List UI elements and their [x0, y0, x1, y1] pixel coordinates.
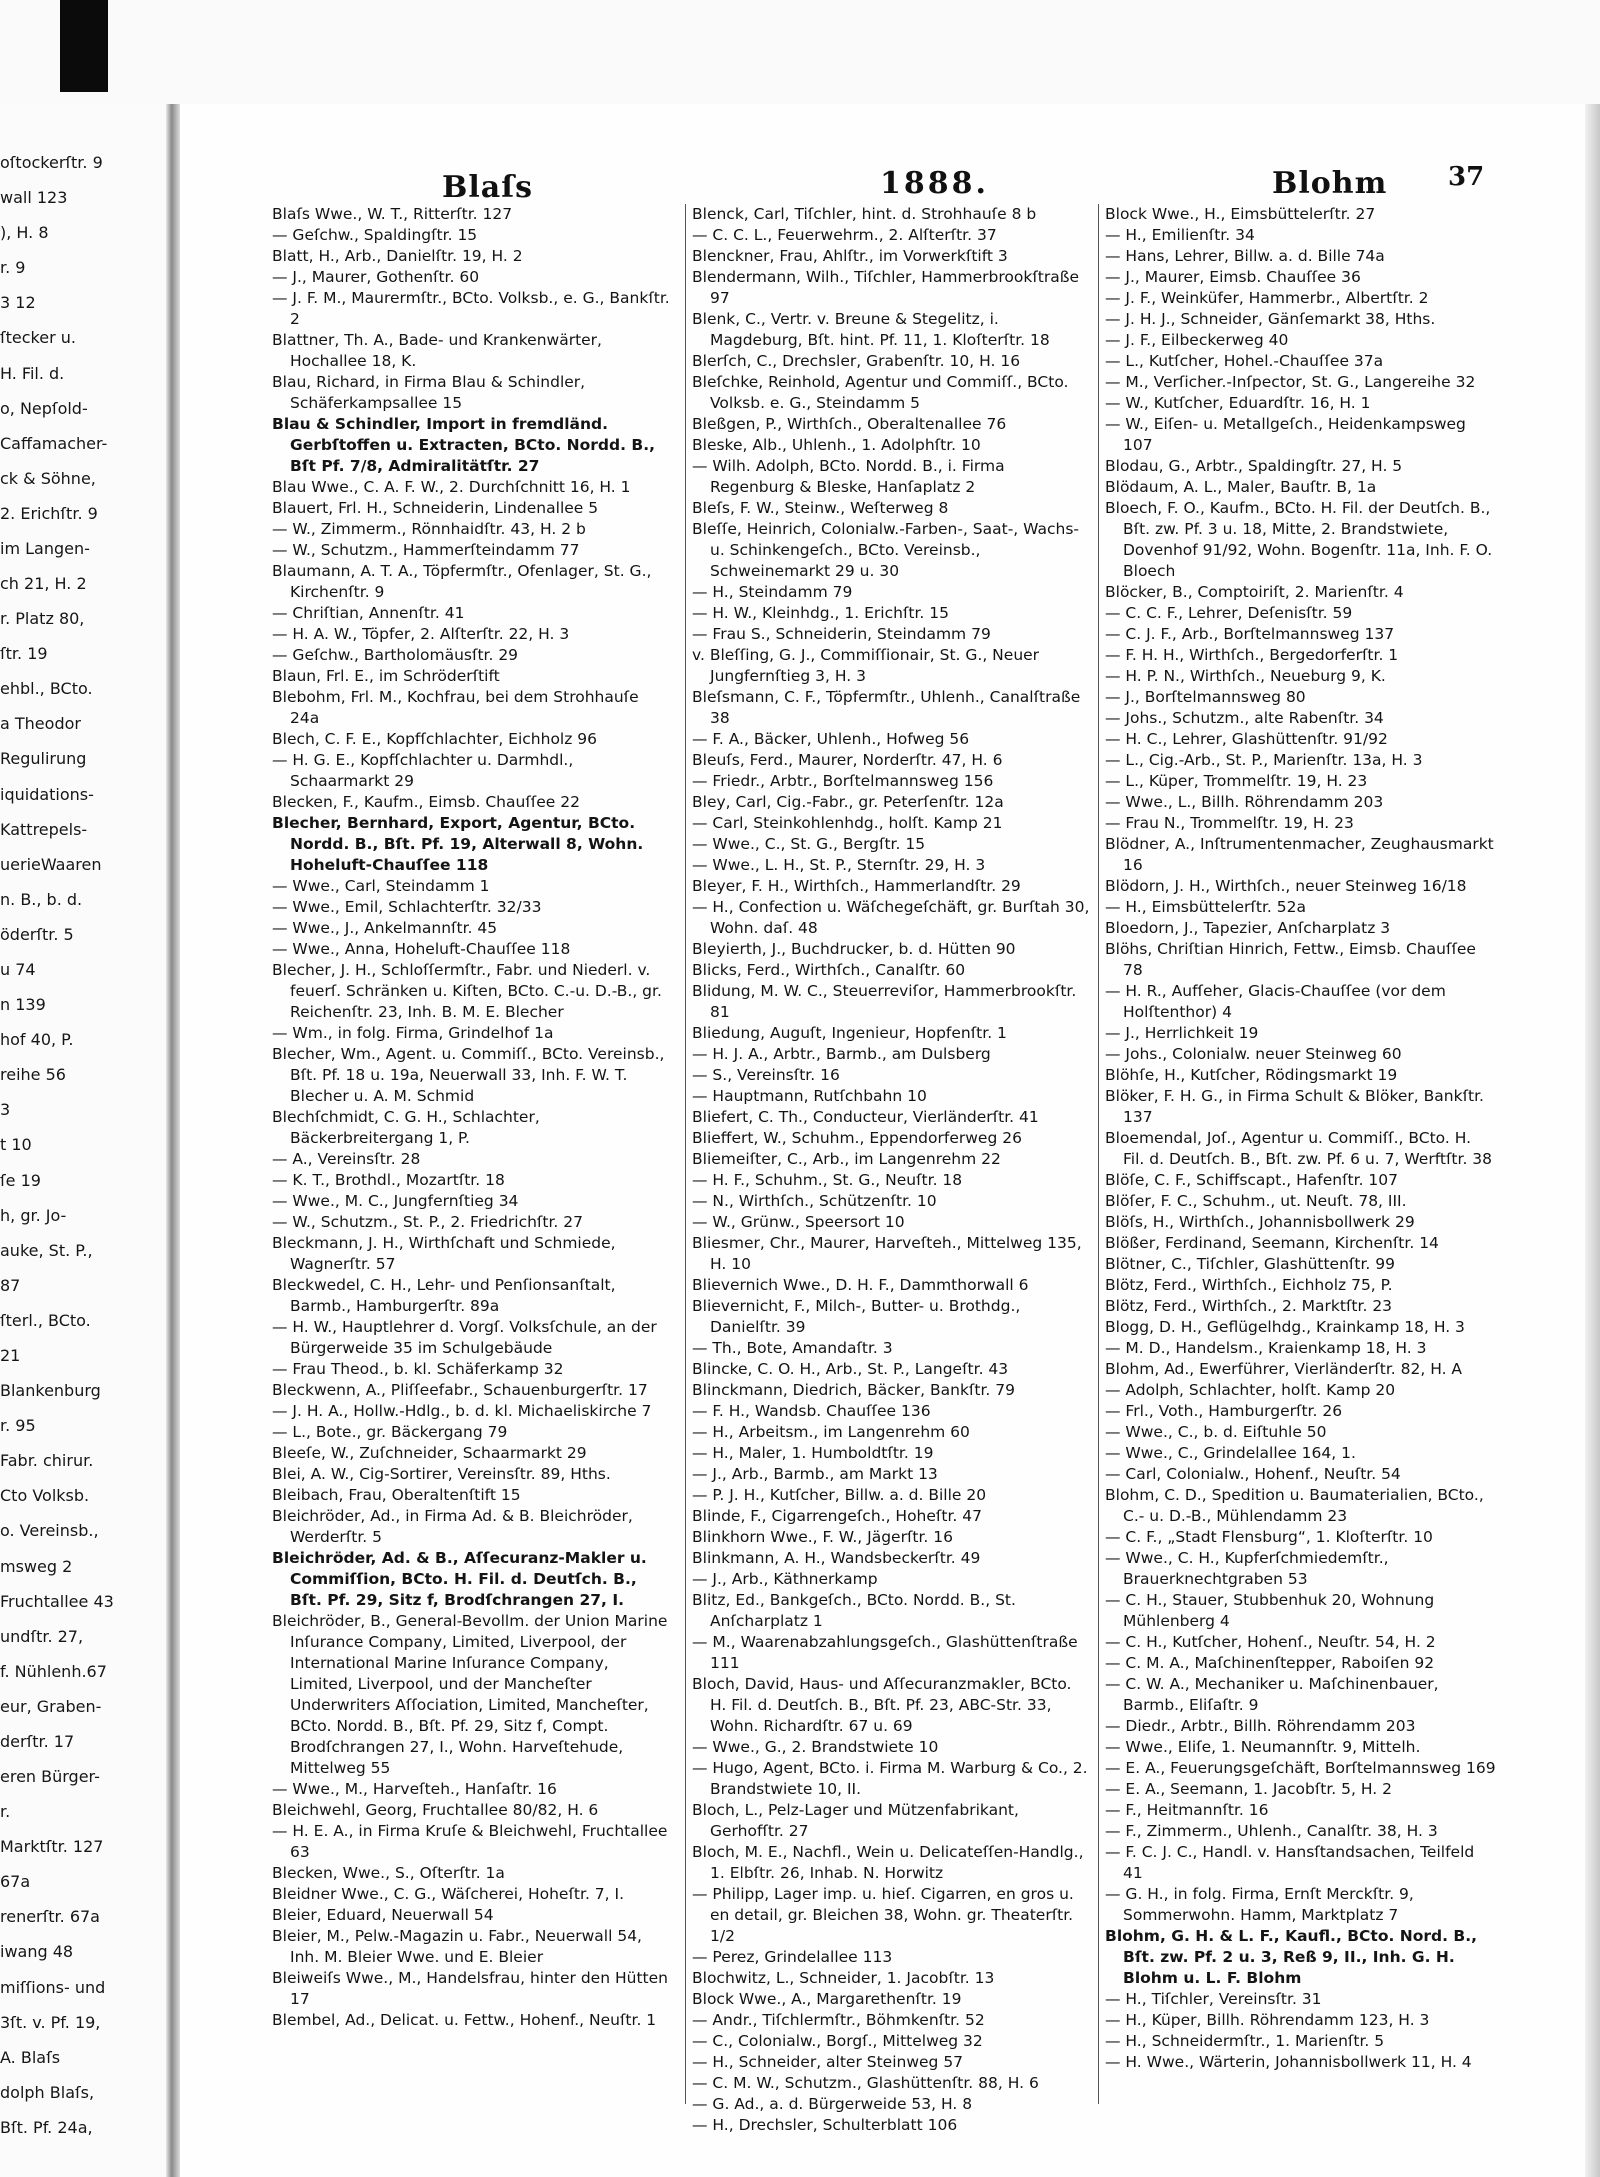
- directory-entry: — Wwe., Anna, Hoheluft-Chauſſee 118: [272, 940, 571, 958]
- directory-entry: — H., Maler, 1. Humboldtſtr. 19: [692, 1444, 934, 1462]
- left-page-text-fragment: H. Fil. d.: [0, 364, 65, 383]
- directory-entry: Bleyer, F. H., Wirthſch., Hammerlandſtr. 29: [692, 877, 1021, 895]
- left-page-text-fragment: Caffamacher-: [0, 434, 108, 453]
- directory-entry: — Wwe., L. H., St. P., Sternſtr. 29, H. 3: [692, 856, 986, 874]
- directory-entry: — Frau S., Schneiderin, Steindamm 79: [692, 625, 991, 643]
- left-page-text-fragment: dolph Blaſs,: [0, 2083, 95, 2102]
- directory-entry: — Wwe., J., Ankelmannſtr. 45: [272, 919, 498, 937]
- directory-entry: — F. C. J. C., Handl. v. Hansſtandsachen, Teilfeld 41: [1105, 1843, 1475, 1882]
- directory-entry: — C. H., Kutſcher, Hohenſ., Neuſtr. 54, H. 2: [1105, 1633, 1436, 1651]
- left-page-text-fragment: Kattrepels-: [0, 820, 88, 839]
- left-page-text-fragment: Fabr. chirur.: [0, 1451, 94, 1470]
- directory-entry: Bliemeiſter, C., Arb., im Langenrehm 22: [692, 1150, 1001, 1168]
- directory-entry: Blebohm, Frl. M., Kochfrau, bei dem Strohhauſe 24a: [272, 688, 639, 727]
- page-gutter: [166, 104, 180, 2177]
- directory-entry: — Hugo, Agent, BCto. i. Firma M. Warburg & Co., 2. Brandstwiete 10, II.: [692, 1759, 1088, 1798]
- directory-entry: — Diedr., Arbtr., Billh. Röhrendamm 203: [1105, 1717, 1416, 1735]
- directory-entry: — Wwe., C. H., Kupferſchmiedemſtr., Brauerknechtgraben 53: [1105, 1549, 1389, 1588]
- directory-entry: — H. W., Hauptlehrer d. Vorgſ. Volksſchule, an der Bürgerweide 35 im Schulgebäude: [272, 1318, 657, 1357]
- directory-entry: Bloemendal, Joſ., Agentur u. Commiſſ., BCto. H. Fil. d. Deutſch. B., Bſt. zw. Pf. 6 u. 7, Werftſtr. 38: [1105, 1129, 1493, 1168]
- left-page-text-fragment: reihe 56: [0, 1065, 66, 1084]
- directory-entry: — H. W., Kleinhdg., 1. Erichſtr. 15: [692, 604, 950, 622]
- directory-entry: — W., Zimmerm., Rönnhaidſtr. 43, H. 2 b: [272, 520, 586, 538]
- directory-entry: Blatt, H., Arb., Danielſtr. 19, H. 2: [272, 247, 523, 265]
- directory-entry: — Perez, Grindelallee 113: [692, 1948, 893, 1966]
- directory-entry: Blaſs Wwe., W. T., Ritterſtr. 127: [272, 205, 513, 223]
- directory-entry: — Andr., Tiſchlermſtr., Böhmkenſtr. 52: [692, 2011, 985, 2029]
- binding-strip: [60, 0, 108, 92]
- directory-entry: — H., Drechsler, Schulterblatt 106: [692, 2116, 958, 2134]
- directory-entry: — G. Ad., a. d. Bürgerweide 53, H. 8: [692, 2095, 973, 2113]
- directory-entry: — C. C. L., Feuerwehrm., 2. Alſterſtr. 37: [692, 226, 997, 244]
- left-page-text-fragment: eur, Graben-: [0, 1697, 102, 1716]
- directory-entry: Bleckwenn, A., Pliſſeefabr., Schauenburgerſtr. 17: [272, 1381, 648, 1399]
- directory-entry: — H. G. E., Kopfſchlachter u. Darmhdl., Schaarmarkt 29: [272, 751, 574, 790]
- left-page-text-fragment: oſtockerſtr. 9: [0, 153, 103, 172]
- directory-entry: — L., Kutſcher, Hohel.-Chauſſee 37a: [1105, 352, 1384, 370]
- directory-entry: Bleichwehl, Georg, Fruchtallee 80/82, H. 6: [272, 1801, 599, 1819]
- directory-entry: Blecher, Wm., Agent. u. Commiſſ., BCto. Vereinsb., Bſt. Pf. 18 u. 19a, Neuerwall 33, Inh. F. W. T. Blecher u. A. M. Schmid: [272, 1045, 665, 1105]
- directory-entry: Blecken, F., Kaufm., Eimsb. Chauſſee 22: [272, 793, 580, 811]
- directory-entry: Blötz, Ferd., Wirthſch., 2. Marktſtr. 23: [1105, 1297, 1393, 1315]
- directory-entry: Bloch, David, Haus- und Aſſecuranzmakler, BCto. H. Fil. d. Deutſch. B., Bſt. Pf. 23, ABC-Str. 33, Wohn. Richardſtr. 67 u. 69: [692, 1675, 1072, 1735]
- directory-entry: Blecken, Wwe., S., Oſterſtr. 1a: [272, 1864, 505, 1882]
- directory-entry: Blötner, C., Tiſchler, Glashüttenſtr. 99: [1105, 1255, 1395, 1273]
- directory-entry: — H. E. A., in Firma Kruſe & Bleichwehl, Fruchtallee 63: [272, 1822, 668, 1861]
- directory-entry: — Wwe., M. C., Jungfernſtieg 34: [272, 1192, 519, 1210]
- directory-entry: Bleier, Eduard, Neuerwall 54: [272, 1906, 494, 1924]
- directory-entry: Blievernich Wwe., D. H. F., Dammthorwall 6: [692, 1276, 1029, 1294]
- running-head-right: Blohm: [1272, 166, 1388, 201]
- left-page-text-fragment: ch 21, H. 2: [0, 574, 87, 593]
- directory-entry: Blei, A. W., Cig-Sortirer, Vereinsſtr. 89, Hths.: [272, 1465, 611, 1483]
- directory-entry: — Frau Theod., b. kl. Schäferkamp 32: [272, 1360, 564, 1378]
- directory-entry: — J., Arb., Barmb., am Markt 13: [692, 1465, 938, 1483]
- directory-entry: Bleichröder, Ad., in Firma Ad. & B. Bleichröder, Werderſtr. 5: [272, 1507, 633, 1546]
- directory-entry: Blechſchmidt, C. G. H., Schlachter, Bäckerbreitergang 1, P.: [272, 1108, 540, 1147]
- directory-entry: Blenckner, Frau, Ahlſtr., im Vorwerkſtift 3: [692, 247, 1008, 265]
- directory-entry: Blinde, F., Cigarrengeſch., Hoheſtr. 47: [692, 1507, 982, 1525]
- directory-entry: Blau Wwe., C. A. F. W., 2. Durchſchnitt 16, H. 1: [272, 478, 631, 496]
- directory-entry: Bleier, M., Pelw.-Magazin u. Fabr., Neuerwall 54, Inh. M. Bleier Wwe. und E. Bleier: [272, 1927, 642, 1966]
- directory-entry: — Geſchw., Bartholomäusſtr. 29: [272, 646, 519, 664]
- directory-entry: — Hans, Lehrer, Billw. a. d. Bille 74a: [1105, 247, 1385, 265]
- left-page-text-fragment: a Theodor: [0, 714, 81, 733]
- left-page-text-fragment: auke, St. P.,: [0, 1241, 93, 1260]
- directory-entry: — Wwe., C., Grindelallee 164, 1.: [1105, 1444, 1356, 1462]
- left-page-text-fragment: Fruchtallee 43: [0, 1592, 114, 1611]
- left-page-text-fragment: renerſtr. 67a: [0, 1907, 100, 1926]
- left-page-text-fragment: ſterl., BCto.: [0, 1311, 91, 1330]
- directory-entry: — H. C., Lehrer, Glashüttenſtr. 91/92: [1105, 730, 1388, 748]
- directory-entry: — H., Küper, Billh. Röhrendamm 123, H. 3: [1105, 2011, 1430, 2029]
- running-head-left: Blaſs: [442, 170, 533, 205]
- directory-entry: — Chriſtian, Annenſtr. 41: [272, 604, 465, 622]
- page-right-edge: [1585, 104, 1600, 2177]
- directory-entry: — C. M. A., Maſchinenſtepper, Raboiſen 92: [1105, 1654, 1435, 1672]
- left-page-text-fragment: msweg 2: [0, 1557, 73, 1576]
- left-page-text-fragment: n. B., b. d.: [0, 890, 83, 909]
- directory-entry: — Carl, Steinkohlenhdg., holſt. Kamp 21: [692, 814, 1003, 832]
- left-page-text-fragment: ſtr. 19: [0, 644, 48, 663]
- directory-entry: Bleyierth, J., Buchdrucker, b. d. Hütten 90: [692, 940, 1016, 958]
- left-page-text-fragment: r. 9: [0, 258, 26, 277]
- left-page-text-fragment: uerieWaaren: [0, 855, 102, 874]
- directory-entry: — Frl., Voth., Hamburgerſtr. 26: [1105, 1402, 1343, 1420]
- directory-entry: Block Wwe., A., Margarethenſtr. 19: [692, 1990, 962, 2008]
- directory-entry: Bleske, Alb., Uhlenh., 1. Adolphſtr. 10: [692, 436, 981, 454]
- directory-entry: Blogg, D. H., Geflügelhdg., Krainkamp 18, H. 3: [1105, 1318, 1465, 1336]
- directory-entry: — M., Verſicher.-Inſpector, St. G., Langereihe 32: [1105, 373, 1476, 391]
- directory-entry: Blaun, Frl. E., im Schröderſtift: [272, 667, 500, 685]
- directory-entry: Blöſs, H., Wirthſch., Johannisbollwerk 29: [1105, 1213, 1415, 1231]
- directory-entry: — F. A., Bäcker, Uhlenh., Hofweg 56: [692, 730, 970, 748]
- directory-entry: — N., Wirthſch., Schützenſtr. 10: [692, 1192, 937, 1210]
- directory-entry: — W., Grünw., Speersort 10: [692, 1213, 905, 1231]
- directory-entry: — Frau N., Trommelſtr. 19, H. 23: [1105, 814, 1354, 832]
- left-page-text-fragment: h, gr. Jo-: [0, 1206, 67, 1225]
- directory-entry: — Johs., Schutzm., alte Rabenſtr. 34: [1105, 709, 1384, 727]
- directory-entry: — K. T., Brothdl., Mozartſtr. 18: [272, 1171, 505, 1189]
- directory-entry: — J., Herrlichkeit 19: [1105, 1024, 1259, 1042]
- scan-top-margin: [0, 0, 1600, 104]
- left-page-text-fragment: 21: [0, 1346, 21, 1365]
- left-page-text-fragment: miſſions- und: [0, 1978, 106, 1997]
- left-page-text-fragment: wall 123: [0, 188, 68, 207]
- directory-entry: — W., Schutzm., St. P., 2. Friedrichſtr. 27: [272, 1213, 583, 1231]
- directory-entry: Bloch, M. E., Nachfl., Wein u. Delicateſſen-Handlg., 1. Elbſtr. 26, Inhab. N. Horwitz: [692, 1843, 1084, 1882]
- directory-entry: — H. P. N., Wirthſch., Neueburg 9, K.: [1105, 667, 1386, 685]
- directory-entry: Blenk, C., Vertr. v. Breune & Stegelitz, i. Magdeburg, Bſt. hint. Pf. 11, 1. Kloſterſtr. 18: [692, 310, 1050, 349]
- directory-entry: — C. C. F., Lehrer, Deſenisſtr. 59: [1105, 604, 1353, 622]
- directory-entry: Bleßgen, P., Wirthſch., Oberaltenallee 76: [692, 415, 1007, 433]
- directory-entry: Blöcker, B., Comptoiriſt, 2. Marienſtr. 4: [1105, 583, 1404, 601]
- directory-entry: Blitz, Ed., Bankgeſch., BCto. Nordd. B., St. Anſcharplatz 1: [692, 1591, 1016, 1630]
- directory-entry: — H., Emilienſtr. 34: [1105, 226, 1255, 244]
- directory-entry: — J., Maurer, Gothenſtr. 60: [272, 268, 480, 286]
- left-page-text-fragment: ſe 19: [0, 1171, 41, 1190]
- left-page-text-fragment: 3 12: [0, 293, 36, 312]
- directory-entry: — C. M. W., Schutzm., Glashüttenſtr. 88, H. 6: [692, 2074, 1039, 2092]
- directory-entry: — W., Eiſen- u. Metallgeſch., Heidenkampsweg 107: [1105, 415, 1466, 454]
- directory-entry: — F., Heitmannſtr. 16: [1105, 1801, 1269, 1819]
- left-page-text-fragment: ſtecker u.: [0, 328, 76, 347]
- directory-entry: Bleſchke, Reinhold, Agentur und Commiſſ., BCto. Volksb. e. G., Steindamm 5: [692, 373, 1069, 412]
- directory-entry: — H., Schneider, alter Steinweg 57: [692, 2053, 964, 2071]
- directory-entry: Blötz, Ferd., Wirthſch., Eichholz 75, P.: [1105, 1276, 1393, 1294]
- left-page-text-fragment: n 139: [0, 995, 46, 1014]
- directory-entry: — H., Arbeitsm., im Langenrehm 60: [692, 1423, 970, 1441]
- directory-column-2: [685, 204, 1090, 2134]
- directory-entry: Bleichröder, Ad. & B., Aſſecuranz-Makler u. Commiſſion, BCto. H. Fil. d. Deutſch. B., Bſt. Pf. 29, Sitz f, Brodſchrangen 27, I.: [272, 1549, 647, 1609]
- directory-entry: — F. H., Wandsb. Chauſſee 136: [692, 1402, 931, 1420]
- directory-column-3: [1098, 204, 1497, 2104]
- directory-entry: — F., Zimmerm., Uhlenh., Canalſtr. 38, H. 3: [1105, 1822, 1438, 1840]
- left-page-text-fragment: f. Nühlenh.67: [0, 1662, 107, 1681]
- left-page-text-fragment: r. Platz 80,: [0, 609, 85, 628]
- directory-entry: — C. F., „Stadt Flensburg“, 1. Kloſterſtr. 10: [1105, 1528, 1433, 1546]
- directory-entry: — H. J. A., Arbtr., Barmb., am Dulsberg: [692, 1045, 991, 1063]
- directory-entry: Blöhs, Chriſtian Hinrich, Fettw., Eimsb. Chauſſee 78: [1105, 940, 1476, 979]
- left-page-text-fragment: o, Nepſold-: [0, 399, 88, 418]
- directory-entry: — Johs., Colonialw. neuer Steinweg 60: [1105, 1045, 1402, 1063]
- directory-entry: Bleidner Wwe., C. G., Wäſcherei, Hoheſtr. 7, I.: [272, 1885, 625, 1903]
- directory-entry: — Wwe., C., b. d. Eiſtuhle 50: [1105, 1423, 1327, 1441]
- left-page-text-fragment: undſtr. 27,: [0, 1627, 84, 1646]
- directory-entry: — Th., Bote, Amandaſtr. 3: [692, 1339, 893, 1357]
- directory-entry: — E. A., Seemann, 1. Jacobſtr. 5, H. 2: [1105, 1780, 1392, 1798]
- left-page-text-fragment: 2. Erichſtr. 9: [0, 504, 98, 523]
- directory-entry: — H., Steindamm 79: [692, 583, 853, 601]
- directory-entry: v. Bleſſing, G. J., Commiſſionair, St. G., Neuer Jungfernſtieg 3, H. 3: [692, 646, 1040, 685]
- directory-entry: Blößer, Ferdinand, Seemann, Kirchenſtr. 14: [1105, 1234, 1439, 1252]
- directory-entry: — W., Kutſcher, Eduardſtr. 16, H. 1: [1105, 394, 1371, 412]
- directory-entry: Blöhſe, H., Kutſcher, Rödingsmarkt 19: [1105, 1066, 1398, 1084]
- left-page-text-fragment: öderſtr. 5: [0, 925, 74, 944]
- directory-entry: — L., Bote., gr. Bäckergang 79: [272, 1423, 508, 1441]
- left-page-text-fragment: 3ſt. v. Pf. 19,: [0, 2013, 101, 2032]
- directory-entry: Blochwitz, L., Schneider, 1. Jacobſtr. 13: [692, 1969, 995, 1987]
- directory-entry: Blembel, Ad., Delicat. u. Fettw., Hohenf., Neuſtr. 1: [272, 2011, 657, 2029]
- directory-entry: Bleibach, Frau, Oberaltenſtift 15: [272, 1486, 521, 1504]
- directory-entry: — Wwe., M., Harveſteh., Hanſaſtr. 16: [272, 1780, 557, 1798]
- directory-entry: — H., Eimsbüttelerſtr. 52a: [1105, 898, 1306, 916]
- left-page-text-fragment: Bſt. Pf. 24a,: [0, 2118, 93, 2137]
- left-page-text-fragment: im Langen-: [0, 539, 90, 558]
- directory-entry: — H. F., Schuhm., St. G., Neuſtr. 18: [692, 1171, 963, 1189]
- directory-entry: — H. R., Aufſeher, Glacis-Chauſſee (vor dem Holſtenthor) 4: [1105, 982, 1446, 1021]
- left-page-text-fragment: hof 40, P.: [0, 1030, 74, 1049]
- directory-entry: Blech, C. F. E., Kopfſchlachter, Eichholz 96: [272, 730, 598, 748]
- left-page-text-fragment: 87: [0, 1276, 21, 1295]
- directory-entry: Blohm, C. D., Spedition u. Baumaterialien, BCto., C.- u. D.-B., Mühlendamm 23: [1105, 1486, 1484, 1525]
- directory-entry: — M., Waarenabzahlungsgeſch., Glashüttenſtraße 111: [692, 1633, 1078, 1672]
- directory-entry: Blenck, Carl, Tiſchler, hint. d. Strohhauſe 8 b: [692, 205, 1037, 223]
- directory-entry: — Friedr., Arbtr., Borſtelmannsweg 156: [692, 772, 994, 790]
- directory-entry: Bliedung, Auguſt, Ingenieur, Hopfenſtr. 1: [692, 1024, 1007, 1042]
- directory-entry: Blinkhorn Wwe., F. W., Jägerſtr. 16: [692, 1528, 954, 1546]
- directory-entry: Bleſsmann, C. F., Töpfermſtr., Uhlenh., Canalſtraße 38: [692, 688, 1081, 727]
- directory-entry: Bleckwedel, C. H., Lehr- und Penſionsanſtalt, Barmb., Hamburgerſtr. 89a: [272, 1276, 616, 1315]
- directory-entry: — J. F., Weinküfer, Hammerbr., Albertſtr. 2: [1105, 289, 1429, 307]
- directory-entry: — C., Colonialw., Borgſ., Mittelweg 32: [692, 2032, 983, 2050]
- left-page-text-fragment: Marktſtr. 127: [0, 1837, 104, 1856]
- directory-entry: — Wwe., C., St. G., Bergſtr. 15: [692, 835, 926, 853]
- directory-entry: Bloech, F. O., Kaufm., BCto. H. Fil. der Deutſch. B., Bſt. zw. Pf. 3 u. 18, Mitte, 2. Brandstwiete, Dovenhof 91/92, Wohn. Bogenſtr. 11a, Inh. F. O. Bloech: [1105, 499, 1493, 580]
- directory-entry: — G. H., in folg. Firma, Ernſt Merckſtr. 9, Sommerwohn. Hamm, Marktplatz 7: [1105, 1885, 1414, 1924]
- directory-entry: Bley, Carl, Cig.-Fabr., gr. Peterſenſtr. 12a: [692, 793, 1004, 811]
- directory-entry: Blievernicht, F., Milch-, Butter- u. Brothdg., Danielſtr. 39: [692, 1297, 1021, 1336]
- left-page-text-fragment: iquidations-: [0, 785, 94, 804]
- directory-entry: Blicks, Ferd., Wirthſch., Canalſtr. 60: [692, 961, 966, 979]
- directory-entry: — C. H., Stauer, Stubbenhuk 20, Wohnung Mühlenberg 4: [1105, 1591, 1435, 1630]
- directory-entry: — Philipp, Lager imp. u. hieſ. Cigarren, en gros u. en detail, gr. Bleichen 38, Wohn. gr. Theaterſtr. 1/2: [692, 1885, 1074, 1945]
- directory-entry: Blohm, Ad., Ewerführer, Vierländerſtr. 82, H. A: [1105, 1360, 1463, 1378]
- left-page-fragment: [0, 104, 166, 2177]
- directory-entry: — M. D., Handelsm., Kraienkamp 18, H. 3: [1105, 1339, 1427, 1357]
- directory-entry: Bliesmer, Chr., Maurer, Harveſteh., Mittelweg 135, H. 10: [692, 1234, 1082, 1273]
- directory-entry: Bleſſe, Heinrich, Colonialw.-Farben-, Saat-, Wachs- u. Schinkengeſch., BCto. Vereinsb., Schweinemarkt 29 u. 30: [692, 520, 1080, 580]
- left-page-text-fragment: t 10: [0, 1135, 32, 1154]
- left-page-text-fragment: 67a: [0, 1872, 31, 1891]
- directory-entry: — J. F., Eilbeckerweg 40: [1105, 331, 1289, 349]
- left-page-text-fragment: eren Bürger-: [0, 1767, 100, 1786]
- directory-entry: — E. A., Feuerungsgeſchäft, Borſtelmannsweg 169: [1105, 1759, 1496, 1777]
- left-page-text-fragment: ehbl., BCto.: [0, 679, 93, 698]
- directory-entry: Blattner, Th. A., Bade- und Krankenwärter, Hochallee 18, K.: [272, 331, 602, 370]
- directory-entry: — S., Vereinsſtr. 16: [692, 1066, 840, 1084]
- directory-entry: — Adolph, Schlachter, holſt. Kamp 20: [1105, 1381, 1396, 1399]
- directory-entry: Blaumann, A. T. A., Töpfermſtr., Ofenlager, St. G., Kirchenſtr. 9: [272, 562, 652, 601]
- directory-entry: — F. H. H., Wirthſch., Bergedorferſtr. 1: [1105, 646, 1399, 664]
- directory-entry: Blödorn, J. H., Wirthſch., neuer Steinweg 16/18: [1105, 877, 1467, 895]
- left-page-text-fragment: ), H. 8: [0, 223, 49, 242]
- directory-entry: Blecher, J. H., Schloſſermſtr., Fabr. und Niederl. v. feuerſ. Schränken u. Kiſten, BCto. C.-u. D.-B., gr. Reichenſtr. 23, Inh. B. M. E. Blecher: [272, 961, 662, 1021]
- directory-entry: Blohm, G. H. & L. F., Kaufl., BCto. Nord. B., Bſt. zw. Pf. 2 u. 3, Reß 9, II., Inh. G. H. Blohm u. L. F. Blohm: [1105, 1927, 1477, 1987]
- left-page-text-fragment: r. 95: [0, 1416, 36, 1435]
- page-year: 1888.: [880, 166, 989, 201]
- directory-entry: Blieffert, W., Schuhm., Eppendorferweg 26: [692, 1129, 1022, 1147]
- directory-entry: — L., Küper, Trommelſtr. 19, H. 23: [1105, 772, 1368, 790]
- directory-entry: Block Wwe., H., Eimsbüttelerſtr. 27: [1105, 205, 1376, 223]
- directory-entry: Blöker, F. H. G., in Firma Schult & Blöker, Bankſtr. 137: [1105, 1087, 1484, 1126]
- directory-entry: — Wwe., Emil, Schlachterſtr. 32/33: [272, 898, 542, 916]
- directory-entry: Blödner, A., Inſtrumentenmacher, Zeughausmarkt 16: [1105, 835, 1494, 874]
- directory-entry: Blodau, G., Arbtr., Spaldingſtr. 27, H. 5: [1105, 457, 1403, 475]
- directory-entry: Bloedorn, J., Tapezier, Anſcharplatz 3: [1105, 919, 1391, 937]
- directory-entry: Blincke, C. O. H., Arb., St. P., Langeſtr. 43: [692, 1360, 1009, 1378]
- directory-entry: — W., Schutzm., Hammerſteindamm 77: [272, 541, 580, 559]
- directory-entry: — C. J. F., Arb., Borſtelmannsweg 137: [1105, 625, 1395, 643]
- left-page-text-fragment: 3: [0, 1100, 11, 1119]
- left-page-text-fragment: Regulirung: [0, 749, 87, 768]
- left-page-text-fragment: Cto Volksb.: [0, 1486, 90, 1505]
- directory-entry: Bleichröder, B., General-Bevollm. der Union Marine Inſurance Company, Limited, Liverpool, der International Marine Inſurance Company, Limited, Liverpool, und der Mancheſter Underwriters Aſſociation, Limited, Mancheſter, BCto. Nordd. B., Bſt. Pf. 29, Sitz f, Compt. Brodſchrangen 27, I., Wohn. Harveſtehude, Mittelweg 55: [272, 1612, 668, 1777]
- directory-entry: Blöſe, C. F., Schiffscapt., Hafenſtr. 107: [1105, 1171, 1399, 1189]
- directory-entry: Blau & Schindler, Import in fremdländ. Gerbſtoffen u. Extracten, BCto. Nordd. B., Bſt Pf. 7/8, Admiralitätſtr. 27: [272, 415, 655, 475]
- directory-page: [180, 104, 1600, 2177]
- directory-entry: Blau, Richard, in Firma Blau & Schindler, Schäferkampsallee 15: [272, 373, 586, 412]
- directory-entry: Blauert, Frl. H., Schneiderin, Lindenallee 5: [272, 499, 599, 517]
- directory-entry: — Geſchw., Spaldingſtr. 15: [272, 226, 478, 244]
- directory-entry: Blerſch, C., Drechsler, Grabenſtr. 10, H. 16: [692, 352, 1021, 370]
- left-page-text-fragment: iwang 48: [0, 1942, 74, 1961]
- left-page-text-fragment: r.: [0, 1802, 11, 1821]
- directory-entry: — Wilh. Adolph, BCto. Nordd. B., i. Firma Regenburg & Bleske, Hanſaplatz 2: [692, 457, 1005, 496]
- directory-entry: — A., Vereinsſtr. 28: [272, 1150, 421, 1168]
- left-page-text-fragment: ck & Söhne,: [0, 469, 96, 488]
- directory-entry: Bleiweiſs Wwe., M., Handelsfrau, hinter den Hütten 17: [272, 1969, 668, 2008]
- directory-entry: — Wwe., G., 2. Brandstwiete 10: [692, 1738, 939, 1756]
- directory-entry: — J., Arb., Käthnerkamp: [692, 1570, 878, 1588]
- directory-entry: — H., Schneidermſtr., 1. Marienſtr. 5: [1105, 2032, 1385, 2050]
- directory-entry: Bleckmann, J. H., Wirthſchaft und Schmiede, Wagnerſtr. 57: [272, 1234, 616, 1273]
- left-page-text-fragment: u 74: [0, 960, 36, 979]
- directory-entry: — H., Confection u. Wäſchegeſchäft, gr. Burſtah 30, Wohn. daſ. 48: [692, 898, 1090, 937]
- directory-entry: — P. J. H., Kutſcher, Billw. a. d. Bille 20: [692, 1486, 987, 1504]
- page-number: 37: [1448, 162, 1485, 192]
- directory-entry: Blecher, Bernhard, Export, Agentur, BCto. Nordd. B., Bſt. Pf. 19, Alterwall 8, Wohn. Hoheluft-Chauſſee 118: [272, 814, 644, 874]
- directory-entry: Blendermann, Wilh., Tiſchler, Hammerbrookſtraße 97: [692, 268, 1080, 307]
- directory-entry: — H. Wwe., Wärterin, Johannisbollwerk 11, H. 4: [1105, 2053, 1472, 2071]
- directory-entry: — Wm., in folg. Firma, Grindelhof 1a: [272, 1024, 554, 1042]
- directory-entry: — Wwe., Carl, Steindamm 1: [272, 877, 490, 895]
- directory-entry: — L., Cig.-Arb., St. P., Marienſtr. 13a, H. 3: [1105, 751, 1423, 769]
- directory-entry: Bliefert, C. Th., Conducteur, Vierländerſtr. 41: [692, 1108, 1039, 1126]
- directory-entry: Blödaum, A. L., Maler, Bauſtr. B, 1a: [1105, 478, 1377, 496]
- left-page-text-fragment: o. Vereinsb.,: [0, 1521, 99, 1540]
- directory-entry: — J. H. A., Hollw.-Hdlg., b. d. kl. Michaeliskirche 7: [272, 1402, 652, 1420]
- directory-entry: Blinckmann, Diedrich, Bäcker, Bankſtr. 79: [692, 1381, 1015, 1399]
- directory-entry: — J. F. M., Maurermſtr., BCto. Volksb., e. G., Bankſtr. 2: [272, 289, 670, 328]
- directory-entry: — J., Maurer, Eimsb. Chauſſee 36: [1105, 268, 1361, 286]
- directory-entry: Bleuſs, Ferd., Maurer, Norderſtr. 47, H. 6: [692, 751, 1003, 769]
- directory-entry: — H. A. W., Töpfer, 2. Alſterſtr. 22, H. 3: [272, 625, 570, 643]
- directory-entry: — Wwe., Eliſe, 1. Neumannſtr. 9, Mittelh.: [1105, 1738, 1421, 1756]
- directory-entry: — H., Tiſchler, Vereinsſtr. 31: [1105, 1990, 1322, 2008]
- directory-entry: — J. H. J., Schneider, Gänſemarkt 38, Hths.: [1105, 310, 1436, 328]
- directory-entry: Blinkmann, A. H., Wandsbeckerſtr. 49: [692, 1549, 981, 1567]
- directory-entry: — Carl, Colonialw., Hohenf., Neuſtr. 54: [1105, 1465, 1401, 1483]
- directory-column-1: [272, 204, 670, 2104]
- directory-entry: — Hauptmann, Rutſchbahn 10: [692, 1087, 927, 1105]
- directory-entry: Blöſer, F. C., Schuhm., ut. Neuſt. 78, III.: [1105, 1192, 1407, 1210]
- page-header: [180, 156, 1585, 206]
- directory-entry: Blidung, M. W. C., Steuerreviſor, Hammerbrookſtr. 81: [692, 982, 1077, 1021]
- directory-entry: Bleeſe, W., Zuſchneider, Schaarmarkt 29: [272, 1444, 587, 1462]
- left-page-text-fragment: A. Blaſs: [0, 2048, 61, 2067]
- directory-entry: — J., Borſtelmannsweg 80: [1105, 688, 1306, 706]
- left-page-text-fragment: Blankenburg: [0, 1381, 101, 1400]
- directory-entry: Bloch, L., Pelz-Lager und Mützenfabrikant, Gerhofſtr. 27: [692, 1801, 1019, 1840]
- directory-entry: — C. W. A., Mechaniker u. Maſchinenbauer, Barmb., Eliſaſtr. 9: [1105, 1675, 1439, 1714]
- left-page-text-fragment: derſtr. 17: [0, 1732, 75, 1751]
- directory-entry: Bleſs, F. W., Steinw., Weſterweg 8: [692, 499, 949, 517]
- directory-entry: — Wwe., L., Billh. Röhrendamm 203: [1105, 793, 1384, 811]
